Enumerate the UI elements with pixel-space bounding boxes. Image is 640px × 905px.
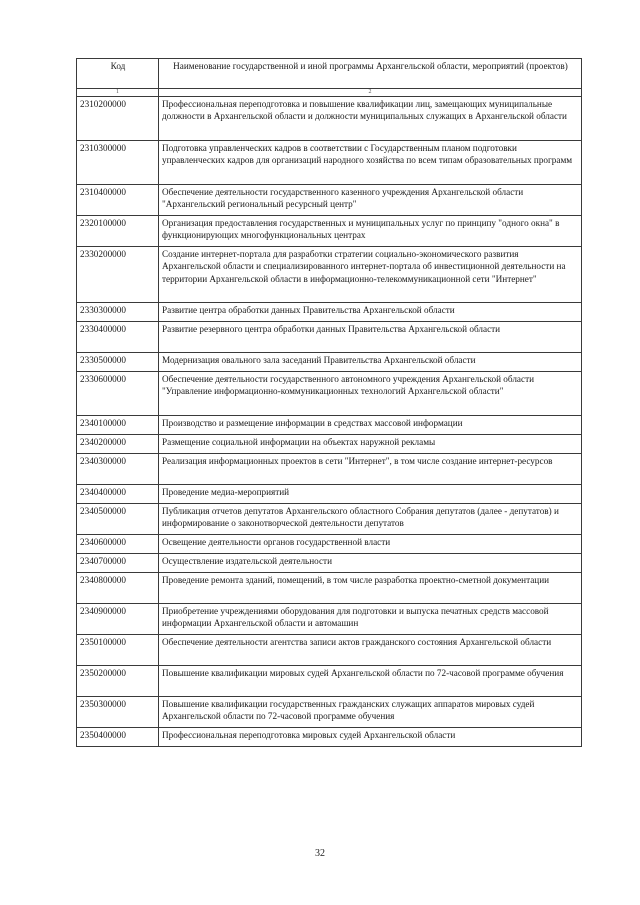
row-code: 2330400000 bbox=[77, 322, 159, 353]
table-row bbox=[77, 303, 582, 322]
row-code: 2350300000 bbox=[77, 697, 159, 728]
column-number-row bbox=[77, 89, 582, 97]
row-code: 2320100000 bbox=[77, 216, 159, 247]
row-code: 2350200000 bbox=[77, 666, 159, 697]
table-row bbox=[77, 604, 582, 635]
row-name: Обеспечение деятельности государственного казенного учреждения Архангельской области "Архангельский региональный ресурсный центр" bbox=[159, 185, 582, 216]
table-row bbox=[77, 322, 582, 353]
header-code: Код bbox=[77, 59, 159, 89]
row-code: 2330300000 bbox=[77, 303, 159, 322]
table-row bbox=[77, 216, 582, 247]
table-row bbox=[77, 697, 582, 728]
page-number: 32 bbox=[315, 848, 325, 859]
row-name: Публикация отчетов депутатов Архангельского областного Собрания депутатов (далее - депутатов) и информирование о законотворческой деятельности депутатов bbox=[159, 504, 582, 535]
table-row bbox=[77, 573, 582, 604]
table-header-row bbox=[77, 59, 582, 89]
row-code: 2350100000 bbox=[77, 635, 159, 666]
column-number-1: 1 bbox=[77, 89, 159, 97]
table-row bbox=[77, 504, 582, 535]
row-name: Приобретение учреждениями оборудования для подготовки и выпуска печатных средств массовой информации Архангельской области и автомашин bbox=[159, 604, 582, 635]
row-code: 2310300000 bbox=[77, 141, 159, 185]
column-number-2: 2 bbox=[159, 89, 582, 97]
row-name: Подготовка управленческих кадров в соответствии с Государственным планом подготовки управленческих кадров для организаций народного хозяйства по всем типам образовательных программ bbox=[159, 141, 582, 185]
row-name: Создание интернет-портала для разработки стратегии социально-экономического развития Архангельской области и специализированного интернет-портала об инвестиционной деятельности на территории Архангельской области в информационно-телекоммуникационной сети "Интернет" bbox=[159, 247, 582, 303]
row-code: 2310200000 bbox=[77, 97, 159, 141]
table-row bbox=[77, 141, 582, 185]
table-body bbox=[77, 97, 582, 747]
row-name: Развитие центра обработки данных Правительства Архангельской области bbox=[159, 303, 582, 322]
table-row bbox=[77, 247, 582, 303]
row-name: Обеспечение деятельности государственного автономного учреждения Архангельской области "Управление информационно-коммуникационных технологий Архангельской области" bbox=[159, 372, 582, 416]
row-code: 2330500000 bbox=[77, 353, 159, 372]
table-row bbox=[77, 416, 582, 435]
programs-table bbox=[76, 58, 582, 747]
row-code: 2330200000 bbox=[77, 247, 159, 303]
table-row bbox=[77, 728, 582, 747]
row-name: Повышение квалификации мировых судей Архангельской области по 72-часовой программе обучения bbox=[159, 666, 582, 697]
row-code: 2330600000 bbox=[77, 372, 159, 416]
table-row bbox=[77, 535, 582, 554]
table-row bbox=[77, 666, 582, 697]
table-row bbox=[77, 97, 582, 141]
row-code: 2340300000 bbox=[77, 454, 159, 485]
row-name: Осуществление издательской деятельности bbox=[159, 554, 582, 573]
row-name: Проведение медиа-мероприятий bbox=[159, 485, 582, 504]
row-code: 2350400000 bbox=[77, 728, 159, 747]
row-code: 2310400000 bbox=[77, 185, 159, 216]
row-code: 2340100000 bbox=[77, 416, 159, 435]
row-code: 2340200000 bbox=[77, 435, 159, 454]
table-row bbox=[77, 485, 582, 504]
row-code: 2340700000 bbox=[77, 554, 159, 573]
row-name: Профессиональная переподготовка и повышение квалификации лиц, замещающих муниципальные должности в Архангельской области и должности муниципальных служащих в Архангельской области bbox=[159, 97, 582, 141]
row-name: Повышение квалификации государственных гражданских служащих аппаратов мировых судей Архангельской области по 72-часовой программе обучения bbox=[159, 697, 582, 728]
row-name: Профессиональная переподготовка мировых судей Архангельской области bbox=[159, 728, 582, 747]
table-row bbox=[77, 435, 582, 454]
row-code: 2340600000 bbox=[77, 535, 159, 554]
table-row bbox=[77, 353, 582, 372]
row-name: Производство и размещение информации в средствах массовой информации bbox=[159, 416, 582, 435]
row-name: Развитие резервного центра обработки данных Правительства Архангельской области bbox=[159, 322, 582, 353]
row-code: 2340800000 bbox=[77, 573, 159, 604]
header-name: Наименование государственной и иной программы Архангельской области, мероприятий (проектов) bbox=[159, 59, 582, 89]
row-code: 2340500000 bbox=[77, 504, 159, 535]
row-code: 2340400000 bbox=[77, 485, 159, 504]
row-code: 2340900000 bbox=[77, 604, 159, 635]
row-name: Проведение ремонта зданий, помещений, в том числе разработка проектно-сметной документации bbox=[159, 573, 582, 604]
row-name: Размещение социальной информации на объектах наружной рекламы bbox=[159, 435, 582, 454]
table-row bbox=[77, 635, 582, 666]
row-name: Реализация информационных проектов в сети "Интернет", в том числе создание интернет-ресурсов bbox=[159, 454, 582, 485]
row-name: Обеспечение деятельности агентства записи актов гражданского состояния Архангельской области bbox=[159, 635, 582, 666]
table-row bbox=[77, 454, 582, 485]
table-row bbox=[77, 554, 582, 573]
row-name: Модернизация овального зала заседаний Правительства Архангельской области bbox=[159, 353, 582, 372]
table-row bbox=[77, 372, 582, 416]
row-name: Освещение деятельности органов государственной власти bbox=[159, 535, 582, 554]
row-name: Организация предоставления государственных и муниципальных услуг по принципу "одного окна" в функционирующих многофункциональных центрах bbox=[159, 216, 582, 247]
table-row bbox=[77, 185, 582, 216]
